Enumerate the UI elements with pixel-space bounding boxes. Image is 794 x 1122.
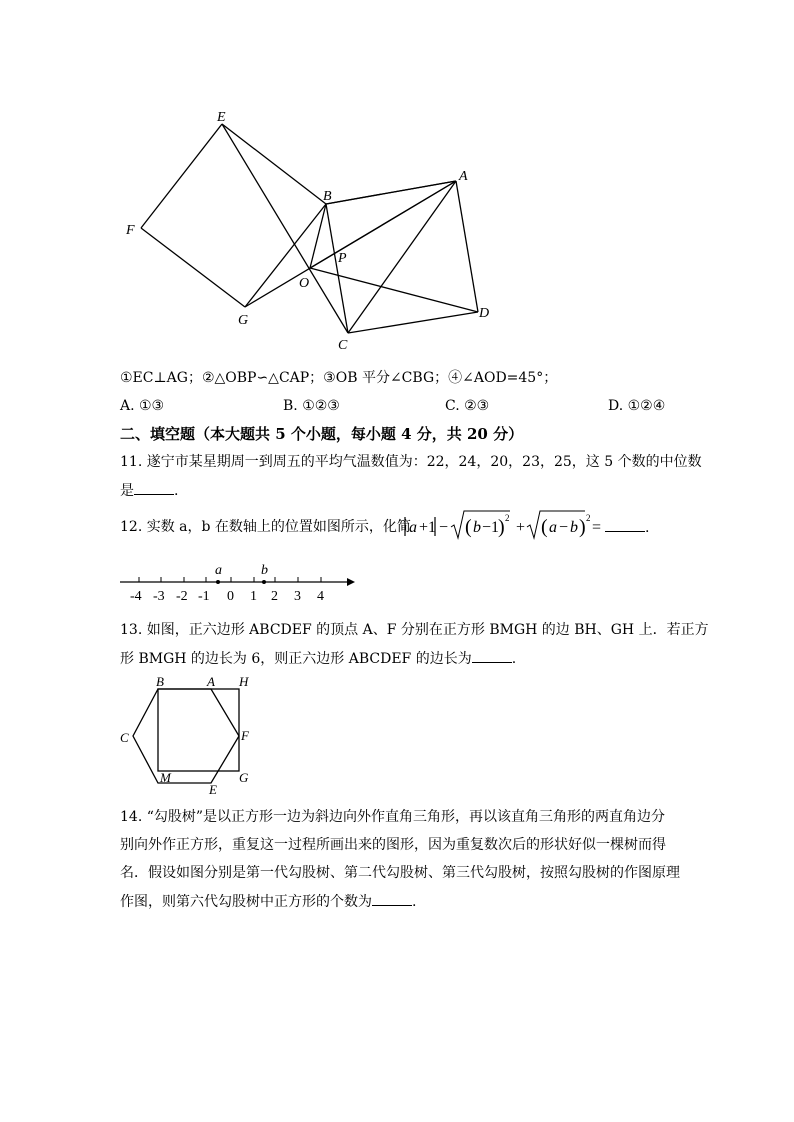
point-a	[216, 580, 220, 584]
answer-blank-q11[interactable]	[134, 480, 174, 495]
point-b	[262, 580, 266, 584]
q13-line1: 13. 如图，正六边形 ABCDEF 的顶点 A、F 分别在正方形 BMGH 的边 BH、GH 上．若正方	[120, 622, 709, 638]
q10-option-c[interactable]: C. ②③	[445, 398, 490, 414]
tick-label: 4	[317, 589, 324, 604]
label-F: F	[241, 728, 249, 743]
q10-option-a[interactable]: A. ①③	[120, 398, 165, 414]
svg-text:−: −	[559, 519, 569, 536]
q14-line3: 名．假设如图分别是第一代勾股树、第二代勾股树、第三代勾股树，按照勾股树的作图原理	[120, 865, 680, 881]
label-A: A	[459, 169, 468, 184]
tick-label: 1	[250, 589, 257, 604]
tick-label: -4	[130, 589, 142, 604]
svg-text:+1: +1	[419, 519, 437, 536]
geometry-figure-1	[0, 0, 794, 360]
label-O: O	[299, 276, 310, 291]
answer-blank-q14[interactable]	[372, 891, 412, 906]
tick-label: -3	[153, 589, 165, 604]
q13-prefix: 形 BMGH 的边长为 6，则正六边形 ABCDEF 的边长为	[120, 651, 472, 667]
svg-text:): )	[498, 516, 505, 538]
tick-label: 3	[294, 589, 301, 604]
q10-option-b[interactable]: B. ①②③	[283, 398, 340, 414]
section-2-title: 二、填空题（本大题共 5 个小题，每小题 4 分，共 20 分）	[120, 425, 524, 443]
q14-prefix: 作图，则第六代勾股树中正方形的个数为	[120, 894, 372, 910]
label-a: a	[215, 563, 222, 578]
q12-prefix: 12. 实数 a，b 在数轴上的位置如图所示，化简	[120, 519, 411, 535]
tick-label: -1	[198, 589, 210, 604]
tick-label: 0	[227, 589, 234, 604]
label-D: D	[479, 306, 490, 321]
label-P: P	[338, 251, 347, 266]
svg-text:2: 2	[505, 513, 510, 523]
q14-suffix: .	[412, 894, 417, 910]
q14-line4	[120, 891, 416, 912]
svg-text:−: −	[439, 519, 449, 536]
svg-text:(: (	[541, 516, 548, 538]
answer-blank-q12[interactable]	[605, 517, 645, 532]
svg-text:a: a	[549, 519, 557, 536]
q13-line2	[120, 648, 516, 669]
label-F: F	[126, 223, 135, 238]
number-line	[115, 558, 355, 606]
label-C: C	[120, 730, 129, 745]
label-A: A	[207, 674, 215, 689]
svg-text:b: b	[473, 519, 481, 536]
tick-label: -2	[176, 589, 188, 604]
q14-line1: 14. “勾股树”是以正方形一边为斜边向外作直角三角形，再以该直角三角形的两直角边分	[120, 809, 666, 825]
svg-text:): )	[579, 516, 586, 538]
q12-suffix: .	[645, 520, 650, 536]
q10-statements: ①EC⊥AG；②△OBP∽△CAP；③OB 平分∠CBG；④∠AOD=45°；	[120, 370, 558, 386]
label-G: G	[238, 313, 249, 328]
q12-answer	[605, 517, 649, 538]
label-B: B	[323, 189, 332, 204]
label-E: E	[217, 110, 226, 125]
hexagon-square-figure	[110, 670, 270, 800]
svg-text:−1: −1	[482, 519, 500, 536]
label-H: H	[239, 674, 249, 689]
svg-text:2: 2	[586, 513, 591, 523]
svg-text:(: (	[465, 516, 472, 538]
svg-text:a: a	[409, 519, 417, 536]
label-b: b	[261, 563, 268, 578]
q10-option-d[interactable]: D. ①②④	[608, 398, 666, 414]
svg-text:b: b	[570, 519, 578, 536]
q14-line2: 别向外作正方形，重复这一过程所画出来的图形，因为重复数次后的形状好似一棵树而得	[120, 837, 666, 853]
answer-blank-q13[interactable]	[472, 648, 512, 663]
q13-suffix: .	[511, 651, 517, 667]
svg-text:+: +	[516, 519, 526, 536]
q11-suffix: .	[174, 483, 179, 499]
label-C: C	[338, 338, 348, 353]
label-M: M	[160, 770, 171, 785]
q11-line2	[120, 480, 178, 501]
q11-line1: 11. 遂宁市某星期周一到周五的平均气温数值为：22，24，20，23，25，这 5 个数的中位数	[120, 454, 702, 470]
svg-text:=: =	[592, 519, 602, 536]
label-B: B	[156, 674, 164, 689]
label-E: E	[209, 782, 217, 797]
label-G: G	[239, 770, 249, 785]
q11-prefix: 是	[120, 483, 134, 499]
tick-label: 2	[271, 589, 278, 604]
